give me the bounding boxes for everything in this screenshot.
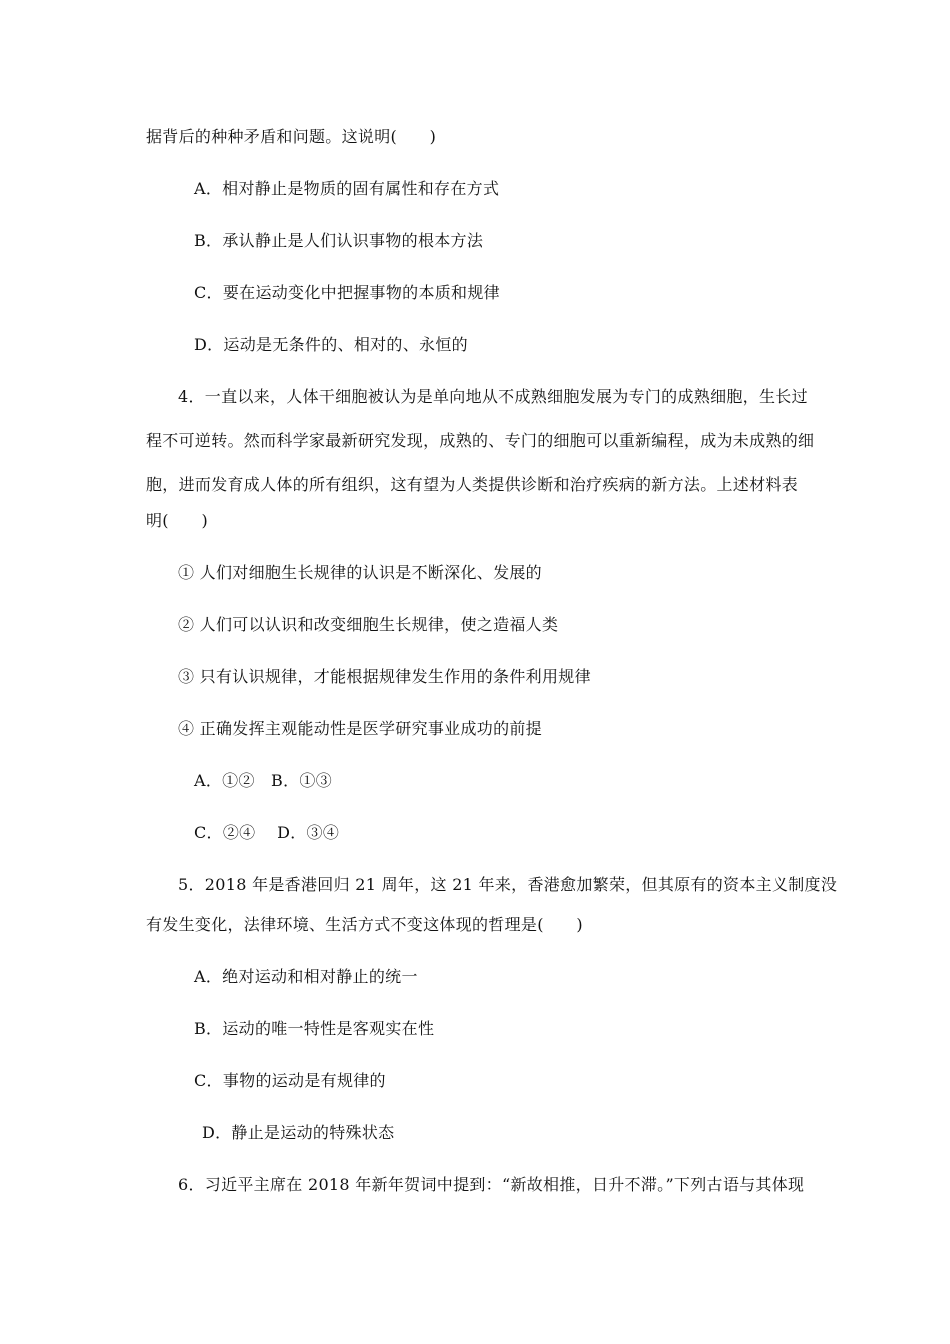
question-5-stem-line-2: 有发生变化，法律环境、生活方式不变这体现的哲理是( )	[146, 915, 583, 934]
q5-option-d: D．静止是运动的特殊状态	[202, 1123, 395, 1142]
q3-option-d: D．运动是无条件的、相对的、永恒的	[194, 335, 468, 354]
q4-options-cd: C．②④ D．③④	[194, 823, 340, 842]
q4-statement-2: ② 人们可以认识和改变细胞生长规律，使之造福人类	[178, 615, 559, 634]
question-6-stem-line-1: 6．习近平主席在 2018 年新年贺词中提到：“新故相推，日升不滞。”下列古语与其体现	[178, 1175, 805, 1194]
q4-statement-4: ④ 正确发挥主观能动性是医学研究事业成功的前提	[178, 719, 542, 738]
q5-option-c: C．事物的运动是有规律的	[194, 1071, 386, 1090]
q5-option-b: B．运动的唯一特性是客观实在性	[194, 1019, 435, 1038]
q3-option-c: C．要在运动变化中把握事物的本质和规律	[194, 283, 500, 302]
question-5-stem-line-1: 5．2018 年是香港回归 21 周年，这 21 年来，香港愈加繁荣，但其原有的资本主义制度没	[178, 875, 838, 894]
q5-option-a: A．绝对运动和相对静止的统一	[194, 967, 418, 986]
q4-options-ab: A．①② B．①③	[194, 771, 333, 790]
question-3-stem-tail: 据背后的种种矛盾和问题。这说明( )	[146, 127, 437, 146]
question-4-stem-line-1: 4．一直以来，人体干细胞被认为是单向地从不成熟细胞发展为专门的成熟细胞，生长过	[178, 387, 808, 406]
question-4-stem-line-4: 明( )	[146, 511, 208, 530]
q4-statement-1: ① 人们对细胞生长规律的认识是不断深化、发展的	[178, 563, 542, 582]
q3-option-b: B．承认静止是人们认识事物的根本方法	[194, 231, 484, 250]
question-4-stem-line-2: 程不可逆转。然而科学家最新研究发现，成熟的、专门的细胞可以重新编程，成为未成熟的细	[146, 431, 815, 450]
question-4-stem-line-3: 胞，进而发育成人体的所有组织，这有望为人类提供诊断和治疗疾病的新方法。上述材料表	[146, 475, 799, 494]
q4-statement-3: ③ 只有认识规律，才能根据规律发生作用的条件利用规律	[178, 667, 591, 686]
q3-option-a: A．相对静止是物质的固有属性和存在方式	[194, 179, 500, 198]
